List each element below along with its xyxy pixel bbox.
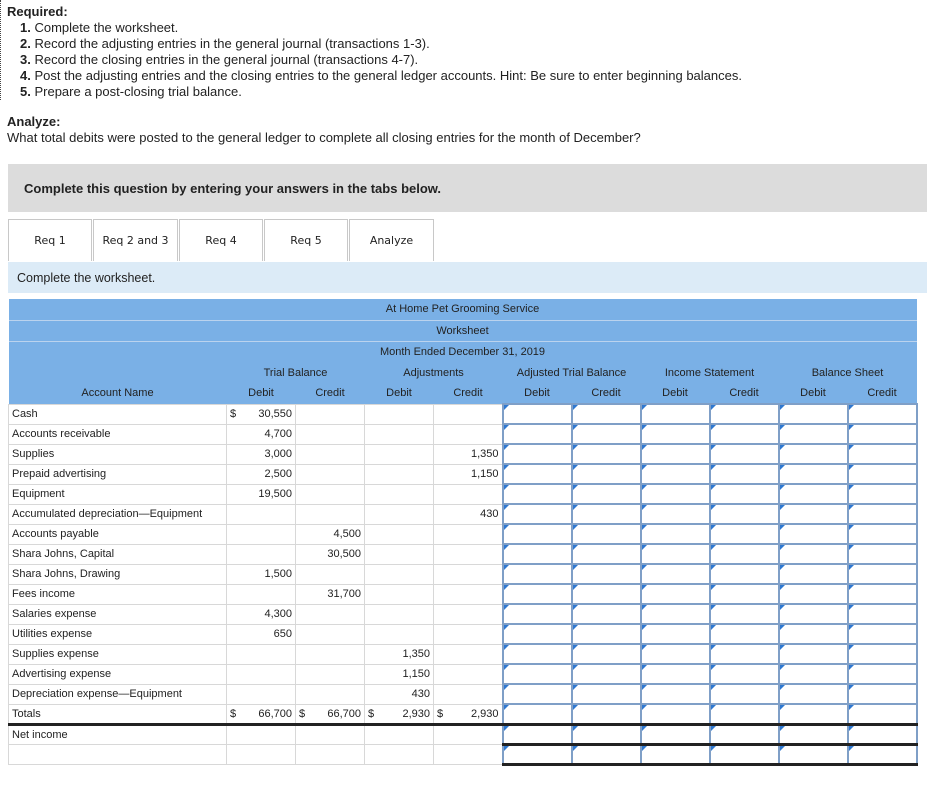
answer-input[interactable] xyxy=(503,464,572,484)
adjustment-debit xyxy=(365,684,434,704)
answer-input[interactable] xyxy=(503,444,572,464)
answer-input[interactable] xyxy=(848,404,917,424)
account-name: Fees income xyxy=(9,584,227,604)
amount: 19,500 xyxy=(258,488,292,500)
trial-credit xyxy=(296,404,365,424)
account-name: Cash xyxy=(9,404,227,424)
trial-credit xyxy=(296,424,365,444)
answer-input[interactable] xyxy=(710,504,779,524)
adjustment-credit xyxy=(434,424,503,444)
answer-input[interactable] xyxy=(779,704,848,724)
answer-input[interactable] xyxy=(710,664,779,684)
balance-sheet-header: Balance Sheet xyxy=(779,362,917,383)
answer-input[interactable] xyxy=(848,704,917,724)
answer-input[interactable] xyxy=(710,464,779,484)
adjustment-credit xyxy=(434,624,503,644)
empty-cell xyxy=(227,724,296,744)
trial-debit xyxy=(227,524,296,544)
answer-input[interactable] xyxy=(503,604,572,624)
answer-input[interactable] xyxy=(503,564,572,584)
amount: 4,500 xyxy=(333,528,361,540)
adjustment-credit xyxy=(434,504,503,524)
account-name: Accounts receivable xyxy=(9,424,227,444)
trial-debit xyxy=(227,424,296,444)
adjustment-debit xyxy=(365,664,434,684)
account-name: Equipment xyxy=(9,484,227,504)
answer-input[interactable] xyxy=(641,584,710,604)
answer-input[interactable] xyxy=(641,544,710,564)
trial-credit xyxy=(296,644,365,664)
adjustment-debit xyxy=(365,504,434,524)
period-label: Month Ended December 31, 2019 xyxy=(9,341,917,362)
answer-input[interactable] xyxy=(503,684,572,704)
account-row xyxy=(9,604,917,624)
answer-input[interactable] xyxy=(848,544,917,564)
answer-input[interactable] xyxy=(572,424,641,444)
left-margin-rule xyxy=(0,0,1,100)
empty-cell xyxy=(296,724,365,744)
answer-input[interactable] xyxy=(848,664,917,684)
trial-debit xyxy=(227,684,296,704)
answer-input[interactable] xyxy=(848,524,917,544)
trial-debit xyxy=(227,604,296,624)
trial-credit xyxy=(296,524,365,544)
answer-input[interactable] xyxy=(641,424,710,444)
answer-input[interactable] xyxy=(641,744,710,764)
answer-input[interactable] xyxy=(710,564,779,584)
account-row xyxy=(9,464,917,484)
net-income-label: Net income xyxy=(9,724,227,744)
answer-input[interactable] xyxy=(848,684,917,704)
group-header-row xyxy=(9,362,917,383)
answer-input[interactable] xyxy=(848,724,917,744)
answer-input[interactable] xyxy=(710,644,779,664)
answer-input[interactable] xyxy=(572,684,641,704)
required-item-text: Record the adjusting entries in the general journal (transactions 1-3). xyxy=(34,36,430,51)
trial-debit xyxy=(227,624,296,644)
account-row xyxy=(9,544,917,564)
account-row xyxy=(9,504,917,524)
adjustment-debit xyxy=(365,584,434,604)
account-row xyxy=(9,424,917,444)
required-item-text: Prepare a post-closing trial balance. xyxy=(34,84,242,99)
account-row xyxy=(9,584,917,604)
answer-input[interactable] xyxy=(848,624,917,644)
income-statement-header: Income Statement xyxy=(641,362,779,383)
adjustment-credit xyxy=(434,404,503,424)
answer-input[interactable] xyxy=(779,584,848,604)
debit-header: Debit xyxy=(779,383,848,404)
required-item-text: Post the adjusting entries and the closing entries to the general ledger accounts. Hint: Be sure to enter beginning balances. xyxy=(34,68,742,83)
empty-cell xyxy=(434,724,503,744)
analyze-heading: Analyze: xyxy=(7,114,61,129)
answer-input[interactable] xyxy=(503,724,572,744)
answer-input[interactable] xyxy=(848,464,917,484)
answer-input[interactable] xyxy=(572,704,641,724)
answer-input[interactable] xyxy=(572,484,641,504)
credit-header: Credit xyxy=(434,383,503,404)
required-item-number: 4. xyxy=(20,68,31,83)
answer-input[interactable] xyxy=(572,724,641,744)
adjustment-debit xyxy=(365,564,434,584)
analyze-section xyxy=(7,114,641,146)
answer-input[interactable] xyxy=(779,744,848,764)
answer-input[interactable] xyxy=(641,604,710,624)
answer-input[interactable] xyxy=(641,724,710,744)
amount: 30,550 xyxy=(258,408,292,420)
answer-input[interactable] xyxy=(503,584,572,604)
debit-header: Debit xyxy=(641,383,710,404)
answer-input[interactable] xyxy=(503,664,572,684)
worksheet-table xyxy=(8,299,918,766)
required-section xyxy=(7,4,742,100)
answer-input[interactable] xyxy=(572,604,641,624)
dollar-sign: $ xyxy=(230,408,237,420)
answer-input[interactable] xyxy=(503,644,572,664)
amount: 2,930 xyxy=(402,707,430,720)
account-name: Utilities expense xyxy=(9,624,227,644)
answer-input[interactable] xyxy=(710,424,779,444)
account-name: Prepaid advertising xyxy=(9,464,227,484)
answer-input[interactable] xyxy=(710,404,779,424)
dollar-sign: $ xyxy=(368,707,375,720)
required-list xyxy=(7,20,742,100)
answer-input[interactable] xyxy=(572,744,641,764)
tab-req-5[interactable]: Req 5 xyxy=(264,219,348,261)
answer-input[interactable] xyxy=(503,404,572,424)
amount: 1,150 xyxy=(402,668,430,680)
period-label-row xyxy=(9,341,917,362)
totals-label: Totals xyxy=(9,704,227,724)
required-heading: Required: xyxy=(7,4,68,19)
trial-credit xyxy=(296,684,365,704)
answer-input[interactable] xyxy=(572,404,641,424)
required-item xyxy=(7,20,742,36)
adjustment-debit xyxy=(365,444,434,464)
answer-input[interactable] xyxy=(641,464,710,484)
answer-input[interactable] xyxy=(641,564,710,584)
answer-input[interactable] xyxy=(848,744,917,764)
adjusted-trial-balance-header: Adjusted Trial Balance xyxy=(503,362,641,383)
instructions-banner: Complete this question by entering your answers in the tabs below. xyxy=(8,164,927,212)
net-income-row xyxy=(9,724,917,744)
tab-req-2-and-3[interactable]: Req 2 and 3 xyxy=(93,219,178,261)
empty-cell xyxy=(227,744,296,764)
credit-header: Credit xyxy=(710,383,779,404)
trial-credit-total xyxy=(296,704,365,724)
answer-input[interactable] xyxy=(779,504,848,524)
answer-input[interactable] xyxy=(848,584,917,604)
answer-input[interactable] xyxy=(779,464,848,484)
answer-input[interactable] xyxy=(779,624,848,644)
adjustment-debit xyxy=(365,624,434,644)
adjustment-debit xyxy=(365,484,434,504)
account-row xyxy=(9,664,917,684)
answer-input[interactable] xyxy=(572,664,641,684)
worksheet-title: Worksheet xyxy=(9,320,917,341)
answer-input[interactable] xyxy=(779,524,848,544)
answer-input[interactable] xyxy=(779,684,848,704)
answer-input[interactable] xyxy=(710,544,779,564)
amount: 1,500 xyxy=(264,568,292,580)
credit-header: Credit xyxy=(572,383,641,404)
account-name: Salaries expense xyxy=(9,604,227,624)
account-name: Accumulated depreciation—Equipment xyxy=(9,504,227,524)
account-name: Supplies expense xyxy=(9,644,227,664)
answer-input[interactable] xyxy=(503,484,572,504)
trial-debit xyxy=(227,484,296,504)
tab-instruction: Complete the worksheet. xyxy=(8,262,927,293)
adjustment-debit xyxy=(365,644,434,664)
required-item xyxy=(7,36,742,52)
amount: 66,700 xyxy=(258,707,292,720)
trial-credit xyxy=(296,604,365,624)
account-name: Shara Johns, Capital xyxy=(9,544,227,564)
account-row xyxy=(9,624,917,644)
answer-input[interactable] xyxy=(572,644,641,664)
empty-cell xyxy=(365,744,434,764)
worksheet-title-row xyxy=(9,320,917,341)
adjustment-credit xyxy=(434,584,503,604)
account-name: Advertising expense xyxy=(9,664,227,684)
answer-input[interactable] xyxy=(710,584,779,604)
trial-credit xyxy=(296,544,365,564)
adjustment-credit xyxy=(434,604,503,624)
totals-row xyxy=(9,704,917,724)
amount: 3,000 xyxy=(264,448,292,460)
account-name: Shara Johns, Drawing xyxy=(9,564,227,584)
credit-header: Credit xyxy=(848,383,917,404)
trial-credit xyxy=(296,624,365,644)
required-item-text: Record the closing entries in the general journal (transactions 4-7). xyxy=(34,52,419,67)
answer-input[interactable] xyxy=(779,404,848,424)
answer-input[interactable] xyxy=(641,504,710,524)
debit-header: Debit xyxy=(227,383,296,404)
answer-input[interactable] xyxy=(503,544,572,564)
answer-input[interactable] xyxy=(572,504,641,524)
company-name-row xyxy=(9,299,917,320)
trial-credit xyxy=(296,564,365,584)
answer-input[interactable] xyxy=(848,604,917,624)
account-name-header: Account Name xyxy=(9,383,227,404)
account-name: Depreciation expense—Equipment xyxy=(9,684,227,704)
account-row xyxy=(9,564,917,584)
dollar-sign: $ xyxy=(299,707,306,720)
analyze-question: What total debits were posted to the general ledger to complete all closing entries for the month of December? xyxy=(7,130,641,145)
answer-input[interactable] xyxy=(779,644,848,664)
trial-debit xyxy=(227,584,296,604)
dollar-sign: $ xyxy=(230,707,237,720)
account-row xyxy=(9,404,917,424)
adjustment-debit xyxy=(365,404,434,424)
trial-credit xyxy=(296,484,365,504)
dollar-sign: $ xyxy=(437,707,444,720)
adjustment-credit-total xyxy=(434,704,503,724)
answer-input[interactable] xyxy=(848,484,917,504)
required-item-number: 2. xyxy=(20,36,31,51)
trial-credit xyxy=(296,444,365,464)
adjustment-credit xyxy=(434,524,503,544)
required-item-number: 3. xyxy=(20,52,31,67)
amount: 2,500 xyxy=(264,468,292,480)
adjustment-debit xyxy=(365,604,434,624)
account-row xyxy=(9,644,917,664)
adjustment-debit-total xyxy=(365,704,434,724)
answer-input[interactable] xyxy=(779,444,848,464)
answer-input[interactable] xyxy=(779,564,848,584)
empty-cell xyxy=(434,744,503,764)
answer-input[interactable] xyxy=(710,684,779,704)
tab-req-4[interactable]: Req 4 xyxy=(179,219,263,261)
answer-input[interactable] xyxy=(503,524,572,544)
trial-credit xyxy=(296,664,365,684)
account-row xyxy=(9,444,917,464)
adjustment-credit xyxy=(434,644,503,664)
answer-input[interactable] xyxy=(779,664,848,684)
amount: 4,300 xyxy=(264,608,292,620)
adjustment-debit xyxy=(365,544,434,564)
answer-input[interactable] xyxy=(848,444,917,464)
amount: 2,930 xyxy=(470,707,499,720)
amount: 4,700 xyxy=(264,428,292,440)
answer-input[interactable] xyxy=(848,644,917,664)
answer-input[interactable] xyxy=(710,444,779,464)
adjustment-credit xyxy=(434,564,503,584)
account-row xyxy=(9,484,917,504)
amount: 66,700 xyxy=(327,707,361,720)
answer-input[interactable] xyxy=(503,504,572,524)
answer-input[interactable] xyxy=(641,524,710,544)
answer-input[interactable] xyxy=(710,704,779,724)
answer-input[interactable] xyxy=(779,724,848,744)
trial-credit xyxy=(296,504,365,524)
answer-input[interactable] xyxy=(572,524,641,544)
adjustment-debit xyxy=(365,464,434,484)
trial-debit xyxy=(227,444,296,464)
adjustment-debit xyxy=(365,524,434,544)
answer-input[interactable] xyxy=(503,744,572,764)
answer-input[interactable] xyxy=(848,504,917,524)
answer-input[interactable] xyxy=(572,464,641,484)
company-name: At Home Pet Grooming Service xyxy=(9,299,917,320)
trial-credit xyxy=(296,584,365,604)
answer-input[interactable] xyxy=(641,404,710,424)
account-row xyxy=(9,684,917,704)
amount: 30,500 xyxy=(327,548,361,560)
credit-header: Credit xyxy=(296,383,365,404)
adjustments-header: Adjustments xyxy=(365,362,503,383)
answer-input[interactable] xyxy=(641,484,710,504)
trial-debit xyxy=(227,404,296,424)
required-item xyxy=(7,52,742,68)
adjustment-credit xyxy=(434,684,503,704)
trial-debit xyxy=(227,504,296,524)
answer-input[interactable] xyxy=(572,624,641,644)
answer-input[interactable] xyxy=(503,424,572,444)
answer-input[interactable] xyxy=(503,704,572,724)
trial-debit-total xyxy=(227,704,296,724)
blank-header xyxy=(9,362,227,383)
required-item-number: 1. xyxy=(20,20,31,35)
tab-bar xyxy=(8,219,435,262)
answer-input[interactable] xyxy=(710,724,779,744)
column-header-row xyxy=(9,383,917,404)
answer-input[interactable] xyxy=(503,624,572,644)
account-name: Accounts payable xyxy=(9,524,227,544)
answer-input[interactable] xyxy=(641,704,710,724)
adjustment-credit xyxy=(434,664,503,684)
required-item-text: Complete the worksheet. xyxy=(34,20,179,35)
debit-header: Debit xyxy=(503,383,572,404)
trial-credit xyxy=(296,464,365,484)
answer-input[interactable] xyxy=(572,544,641,564)
amount: 1,150 xyxy=(470,468,499,480)
answer-input[interactable] xyxy=(641,684,710,704)
trial-debit xyxy=(227,564,296,584)
required-item xyxy=(7,68,742,84)
trial-debit xyxy=(227,544,296,564)
answer-input[interactable] xyxy=(779,604,848,624)
answer-input[interactable] xyxy=(710,524,779,544)
adjustment-credit xyxy=(434,464,503,484)
answer-input[interactable] xyxy=(641,644,710,664)
empty-cell xyxy=(296,744,365,764)
answer-input[interactable] xyxy=(710,744,779,764)
trial-debit xyxy=(227,644,296,664)
answer-input[interactable] xyxy=(779,424,848,444)
answer-input[interactable] xyxy=(710,624,779,644)
answer-input[interactable] xyxy=(710,484,779,504)
answer-input[interactable] xyxy=(848,564,917,584)
adjustment-credit xyxy=(434,484,503,504)
tab-req-1[interactable]: Req 1 xyxy=(8,219,92,261)
adjustment-debit xyxy=(365,424,434,444)
answer-input[interactable] xyxy=(779,544,848,564)
required-item xyxy=(7,84,742,100)
amount: 1,350 xyxy=(402,648,430,660)
empty-cell xyxy=(365,724,434,744)
answer-input[interactable] xyxy=(779,484,848,504)
answer-input[interactable] xyxy=(572,444,641,464)
answer-input[interactable] xyxy=(641,624,710,644)
trial-debit xyxy=(227,664,296,684)
trial-debit xyxy=(227,464,296,484)
answer-input[interactable] xyxy=(710,604,779,624)
tab-analyze[interactable]: Analyze xyxy=(349,219,434,261)
required-item-number: 5. xyxy=(20,84,31,99)
debit-header: Debit xyxy=(365,383,434,404)
empty-cell xyxy=(9,744,227,764)
adjustment-credit xyxy=(434,544,503,564)
answer-input[interactable] xyxy=(641,444,710,464)
adjustment-credit xyxy=(434,444,503,464)
trial-balance-header: Trial Balance xyxy=(227,362,365,383)
amount: 430 xyxy=(480,508,499,520)
amount: 31,700 xyxy=(327,588,361,600)
account-row xyxy=(9,524,917,544)
account-name: Supplies xyxy=(9,444,227,464)
amount: 430 xyxy=(411,688,430,700)
answer-input[interactable] xyxy=(572,564,641,584)
answer-input[interactable] xyxy=(641,664,710,684)
answer-input[interactable] xyxy=(572,584,641,604)
amount: 1,350 xyxy=(470,448,499,460)
answer-input[interactable] xyxy=(848,424,917,444)
blank-row xyxy=(9,744,917,764)
amount: 650 xyxy=(273,628,292,640)
